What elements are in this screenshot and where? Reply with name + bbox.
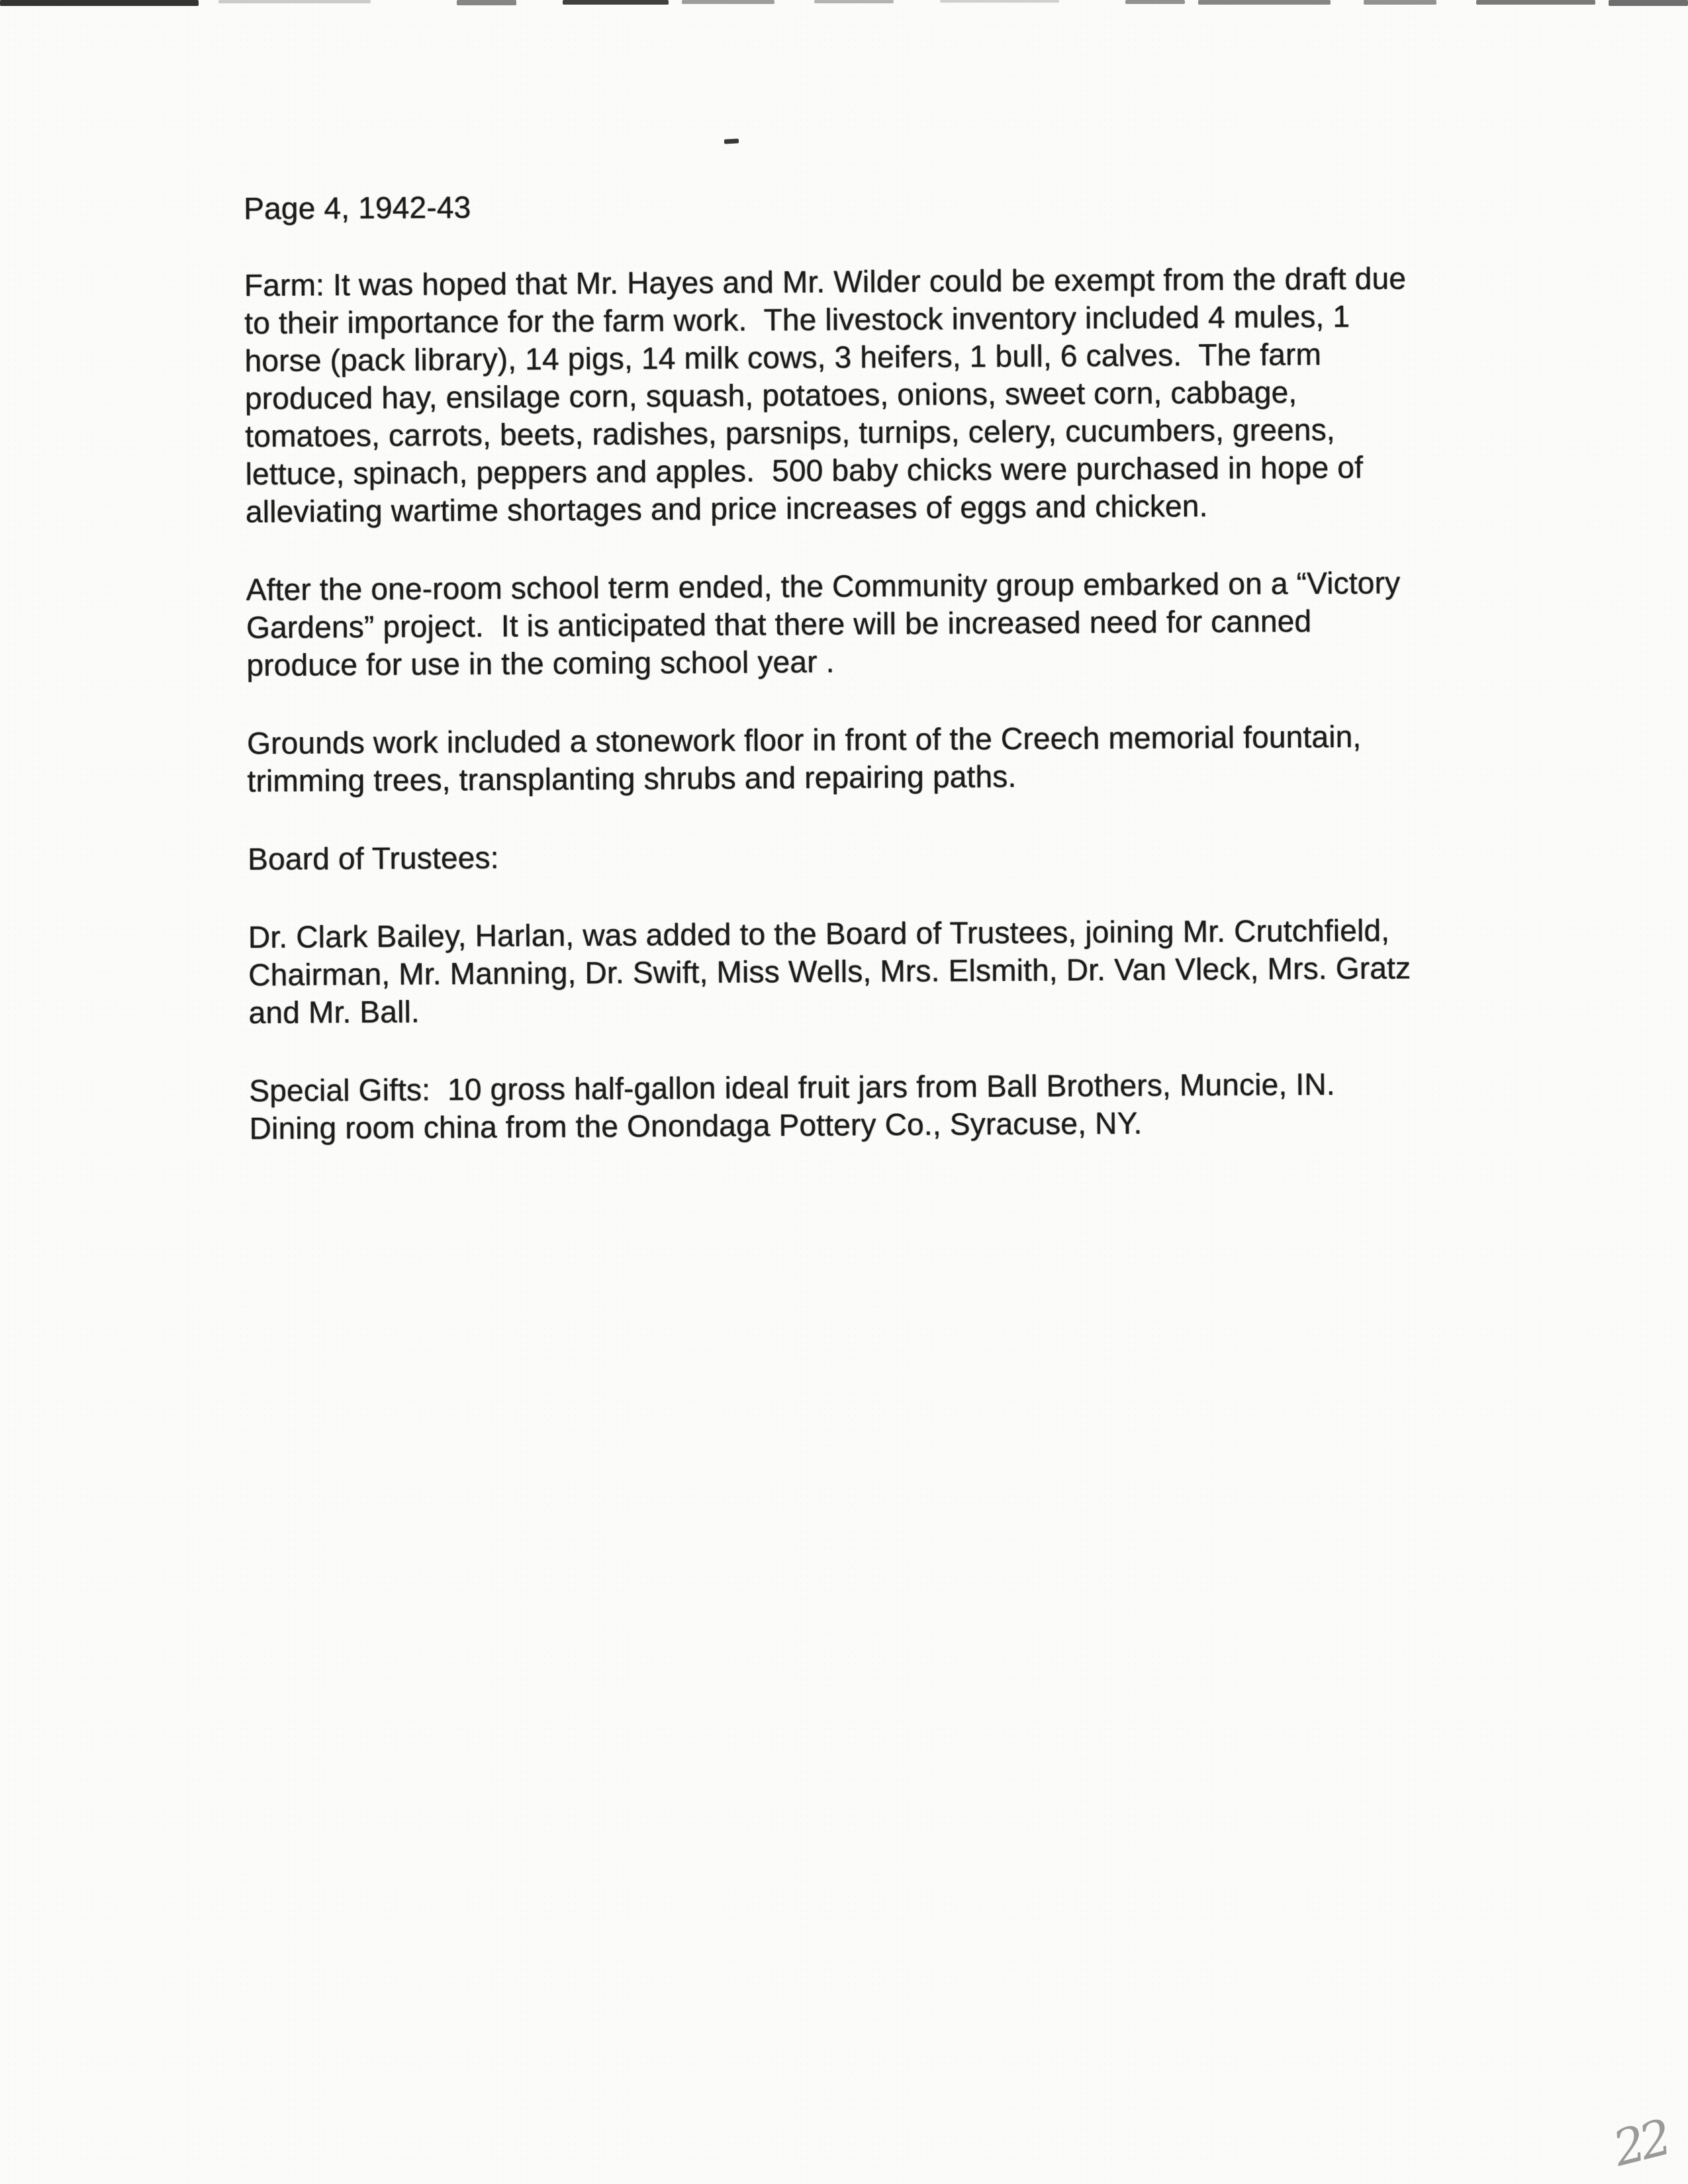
text-line: Board of Trustees: <box>248 840 499 876</box>
board-of-trustees-heading <box>248 833 1578 878</box>
text-line: After the one-room school term ended, the Community group embarked on a “Victory <box>246 565 1401 607</box>
scanner-edge-dash <box>1125 0 1185 4</box>
scanner-edge-dash <box>940 0 1059 3</box>
scanner-edge-dash <box>1198 0 1331 5</box>
text-line: Gardens” project. It is anticipated that there will be increased need for canned <box>246 604 1312 645</box>
text-line: Special Gifts: 10 gross half-gallon ideal fruit jars from Ball Brothers, Muncie, IN. <box>249 1066 1335 1108</box>
text-line: Dr. Clark Bailey, Harlan, was added to the Board of Trustees, joining Mr. Crutchfield, <box>248 913 1390 954</box>
text-line: horse (pack library), 14 pigs, 14 milk cows, 3 heifers, 1 bull, 6 calves. The farm <box>244 337 1322 378</box>
scanner-edge-dash <box>1364 0 1436 5</box>
text-line: lettuce, spinach, peppers and apples. 500 baby chicks were purchased in hope of <box>245 449 1364 491</box>
text-line: alleviating wartime shortages and price increases of eggs and chicken. <box>245 488 1208 529</box>
text-line: Farm: It was hoped that Mr. Hayes and Mr. Wilder could be exempt from the draft due <box>244 261 1407 302</box>
scanner-edge-dash <box>1476 0 1595 5</box>
text-line: produced hay, ensilage corn, squash, potatoes, onions, sweet corn, cabbage, <box>244 375 1297 416</box>
farm-paragraph <box>244 259 1576 531</box>
scanner-edge-dash <box>0 0 199 6</box>
text-line: produce for use in the coming school year . <box>246 644 835 682</box>
scanner-edge-dash <box>563 0 669 5</box>
text-line: Chairman, Mr. Manning, Dr. Swift, Miss Wells, Mrs. Elsmith, Dr. Van Vleck, Mrs. Gratz <box>248 950 1411 992</box>
scanner-edge-dash <box>218 0 371 3</box>
scanner-edge-dash <box>814 0 894 3</box>
scanner-edge-dash <box>682 0 774 4</box>
trustees-paragraph <box>248 911 1579 1032</box>
page-header <box>244 182 1574 228</box>
victory-gardens-paragraph <box>246 563 1577 684</box>
text-line: Dining room china from the Onondaga Pottery Co., Syracuse, NY. <box>249 1105 1143 1146</box>
document-body <box>244 259 1580 1148</box>
page-header-text: Page 4, 1942-43 <box>244 189 471 226</box>
handwritten-page-number: 22 <box>1608 2106 1688 2184</box>
grounds-work-paragraph <box>247 717 1578 800</box>
text-line: Grounds work included a stonework floor in front of the Creech memorial fountain, <box>246 719 1362 760</box>
scanner-edge-dash <box>457 0 516 5</box>
text-line: and Mr. Ball. <box>248 994 420 1030</box>
text-line: to their importance for the farm work. The livestock inventory included 4 mules, 1 <box>244 298 1350 340</box>
document-content <box>244 182 1580 1188</box>
text-line: trimming trees, transplanting shrubs and repairing paths. <box>247 758 1017 798</box>
toner-speck <box>724 138 739 144</box>
scanner-edge-dash <box>1609 0 1688 6</box>
text-line: tomatoes, carrots, beets, radishes, parsnips, turnips, celery, cucumbers, greens, <box>245 412 1335 453</box>
special-gifts-paragraph <box>249 1064 1580 1148</box>
